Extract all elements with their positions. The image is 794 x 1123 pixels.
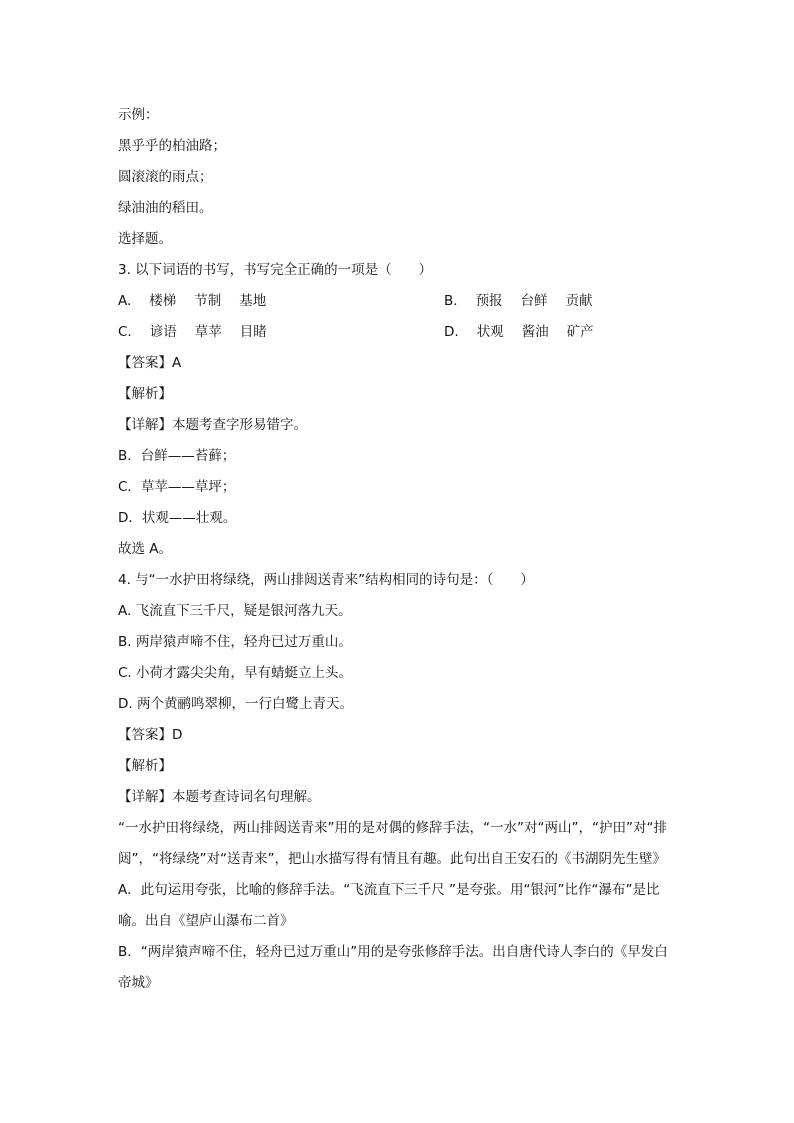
question-4-analysis-title: 【解析】 [118, 758, 172, 774]
question-3-stem: 3. 以下词语的书写，书写完全正确的一项是（ ） [118, 262, 433, 278]
question-4-option: A. 飞流直下三千尺，疑是银河落九天。 [118, 603, 352, 619]
question-3-analysis-title: 【解析】 [118, 386, 172, 402]
section-heading: 选择题。 [118, 231, 172, 247]
example-line: 圆滚滚的雨点； [118, 169, 213, 185]
question-4-explanation-b: B．“两岸猿声啼不住，轻舟已过万重山”用的是夸张修辞手法。出自唐代诗人李白的《早发白帝城》 [118, 944, 668, 991]
option-a: A. 楼梯 节制 基地 [118, 293, 267, 309]
question-4-stem: 4. 与“一水护田将绿绕，两山排闼送青来”结构相同的诗句是：（ ） [118, 572, 534, 588]
question-3-options-row-2 [118, 317, 678, 348]
question-4-answer: 【答案】D [118, 727, 183, 743]
option-d: D. 状观 酱油 矿产 [444, 324, 594, 340]
question-4-option: B. 两岸猿声啼不住，轻舟已过万重山。 [118, 634, 352, 650]
question-4-detail: 【详解】本题考查诗词名句理解。 [118, 789, 321, 805]
question-3-conclusion: 故选 A。 [118, 541, 173, 557]
correction-line: B．台鲜——苔藓； [118, 448, 236, 464]
question-4-explanation-a: A．此句运用夸张，比喻的修辞手法。“飞流直下三千尺 ”是夸张。用“银河”比作“瀑布”是比喻。出自《望庐山瀑布二首》 [118, 882, 660, 929]
document-content [118, 100, 678, 999]
question-4-explanation: “一水护田将绿绕，两山排闼送青来”用的是对偶的修辞手法，“一水”对“两山”，“护田”对“排闼”，“将绿绕”对“送青来”，把山水描写得有情且有趣。此句出自王安石的《书湖阴先生壁》 [118, 820, 667, 867]
example-heading: 示例： [118, 107, 159, 123]
question-4-option: D. 两个黄鹂鸣翠柳，一行白鹭上青天。 [118, 696, 353, 712]
correction-line: D．状观——壮观。 [118, 510, 237, 526]
question-3-options-row-1 [118, 286, 678, 317]
question-3-detail: 【详解】本题考查字形易错字。 [118, 417, 307, 433]
option-b: B. 预报 台鲜 贡献 [444, 293, 593, 309]
option-c: C. 谚语 草苹 目睹 [118, 324, 267, 340]
example-line: 绿油油的稻田。 [118, 200, 213, 216]
correction-line: C．草苹——草坪； [118, 479, 236, 495]
example-line: 黑乎乎的柏油路； [118, 138, 226, 154]
question-4-option: C. 小荷才露尖尖角，早有蜻蜓立上头。 [118, 665, 353, 681]
question-3-answer: 【答案】A [118, 355, 182, 371]
